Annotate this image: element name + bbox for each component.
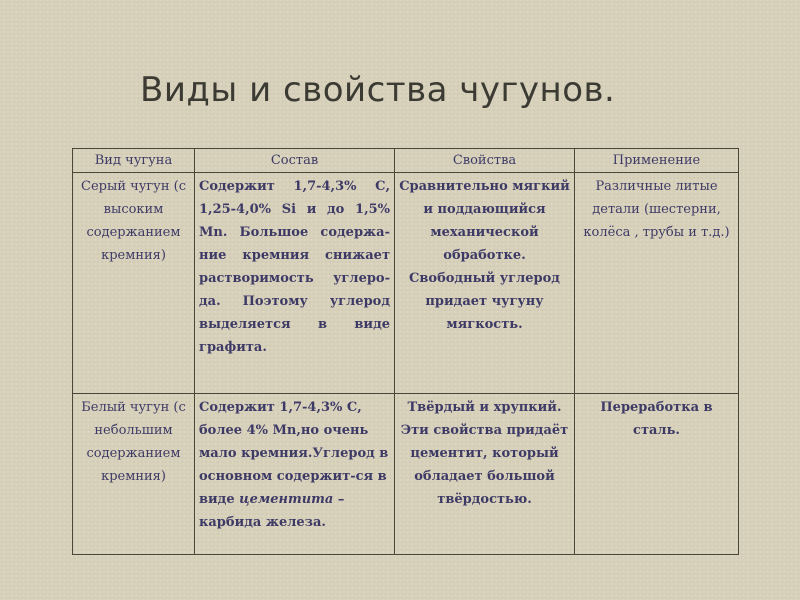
header-properties: Свойства <box>395 149 575 173</box>
header-type: Вид чугуна <box>73 149 195 173</box>
cell-usage: Различные литые детали (шестерни, колёса , трубы и т.д.) <box>575 173 739 394</box>
cell-type: Серый чугун (с высоким содержанием кремния) <box>73 173 195 394</box>
composition-text-after: – карбида железа. <box>199 492 345 530</box>
composition-text-before: Содержит 1,7-4,3% С, более 4% Mn,но очень мало кремния.Углерод в основном содержит-ся в виде <box>199 400 389 507</box>
header-composition: Состав <box>195 149 395 173</box>
table-row-white-iron <box>73 394 739 555</box>
table-row-gray-iron <box>73 173 739 394</box>
table-header-row <box>73 149 739 173</box>
composition-term-cementite: цементита <box>239 492 334 507</box>
cell-properties: Твёрдый и хрупкий. Эти свойства придаёт цементит, который обладает большой твёрдостью. <box>395 394 575 555</box>
slide-title: Виды и свойства чугунов. <box>140 70 616 110</box>
cell-composition <box>195 394 395 555</box>
cast-iron-table <box>72 148 739 555</box>
cell-composition: Содержит 1,7-4,3% С, 1,25-4,0% Si и до 1,5% Mn. Большое содержа-ние кремния снижает растворимость углеро-да. Поэтому углерод выделяется в виде графита. <box>195 173 395 394</box>
cell-type: Белый чугун (с небольшим содержанием кремния) <box>73 394 195 555</box>
cell-properties: Сравнительно мягкий и поддающийся механической обработке. Свободный углерод придает чугуну мягкость. <box>395 173 575 394</box>
cell-usage: Переработка в сталь. <box>575 394 739 555</box>
header-usage: Применение <box>575 149 739 173</box>
